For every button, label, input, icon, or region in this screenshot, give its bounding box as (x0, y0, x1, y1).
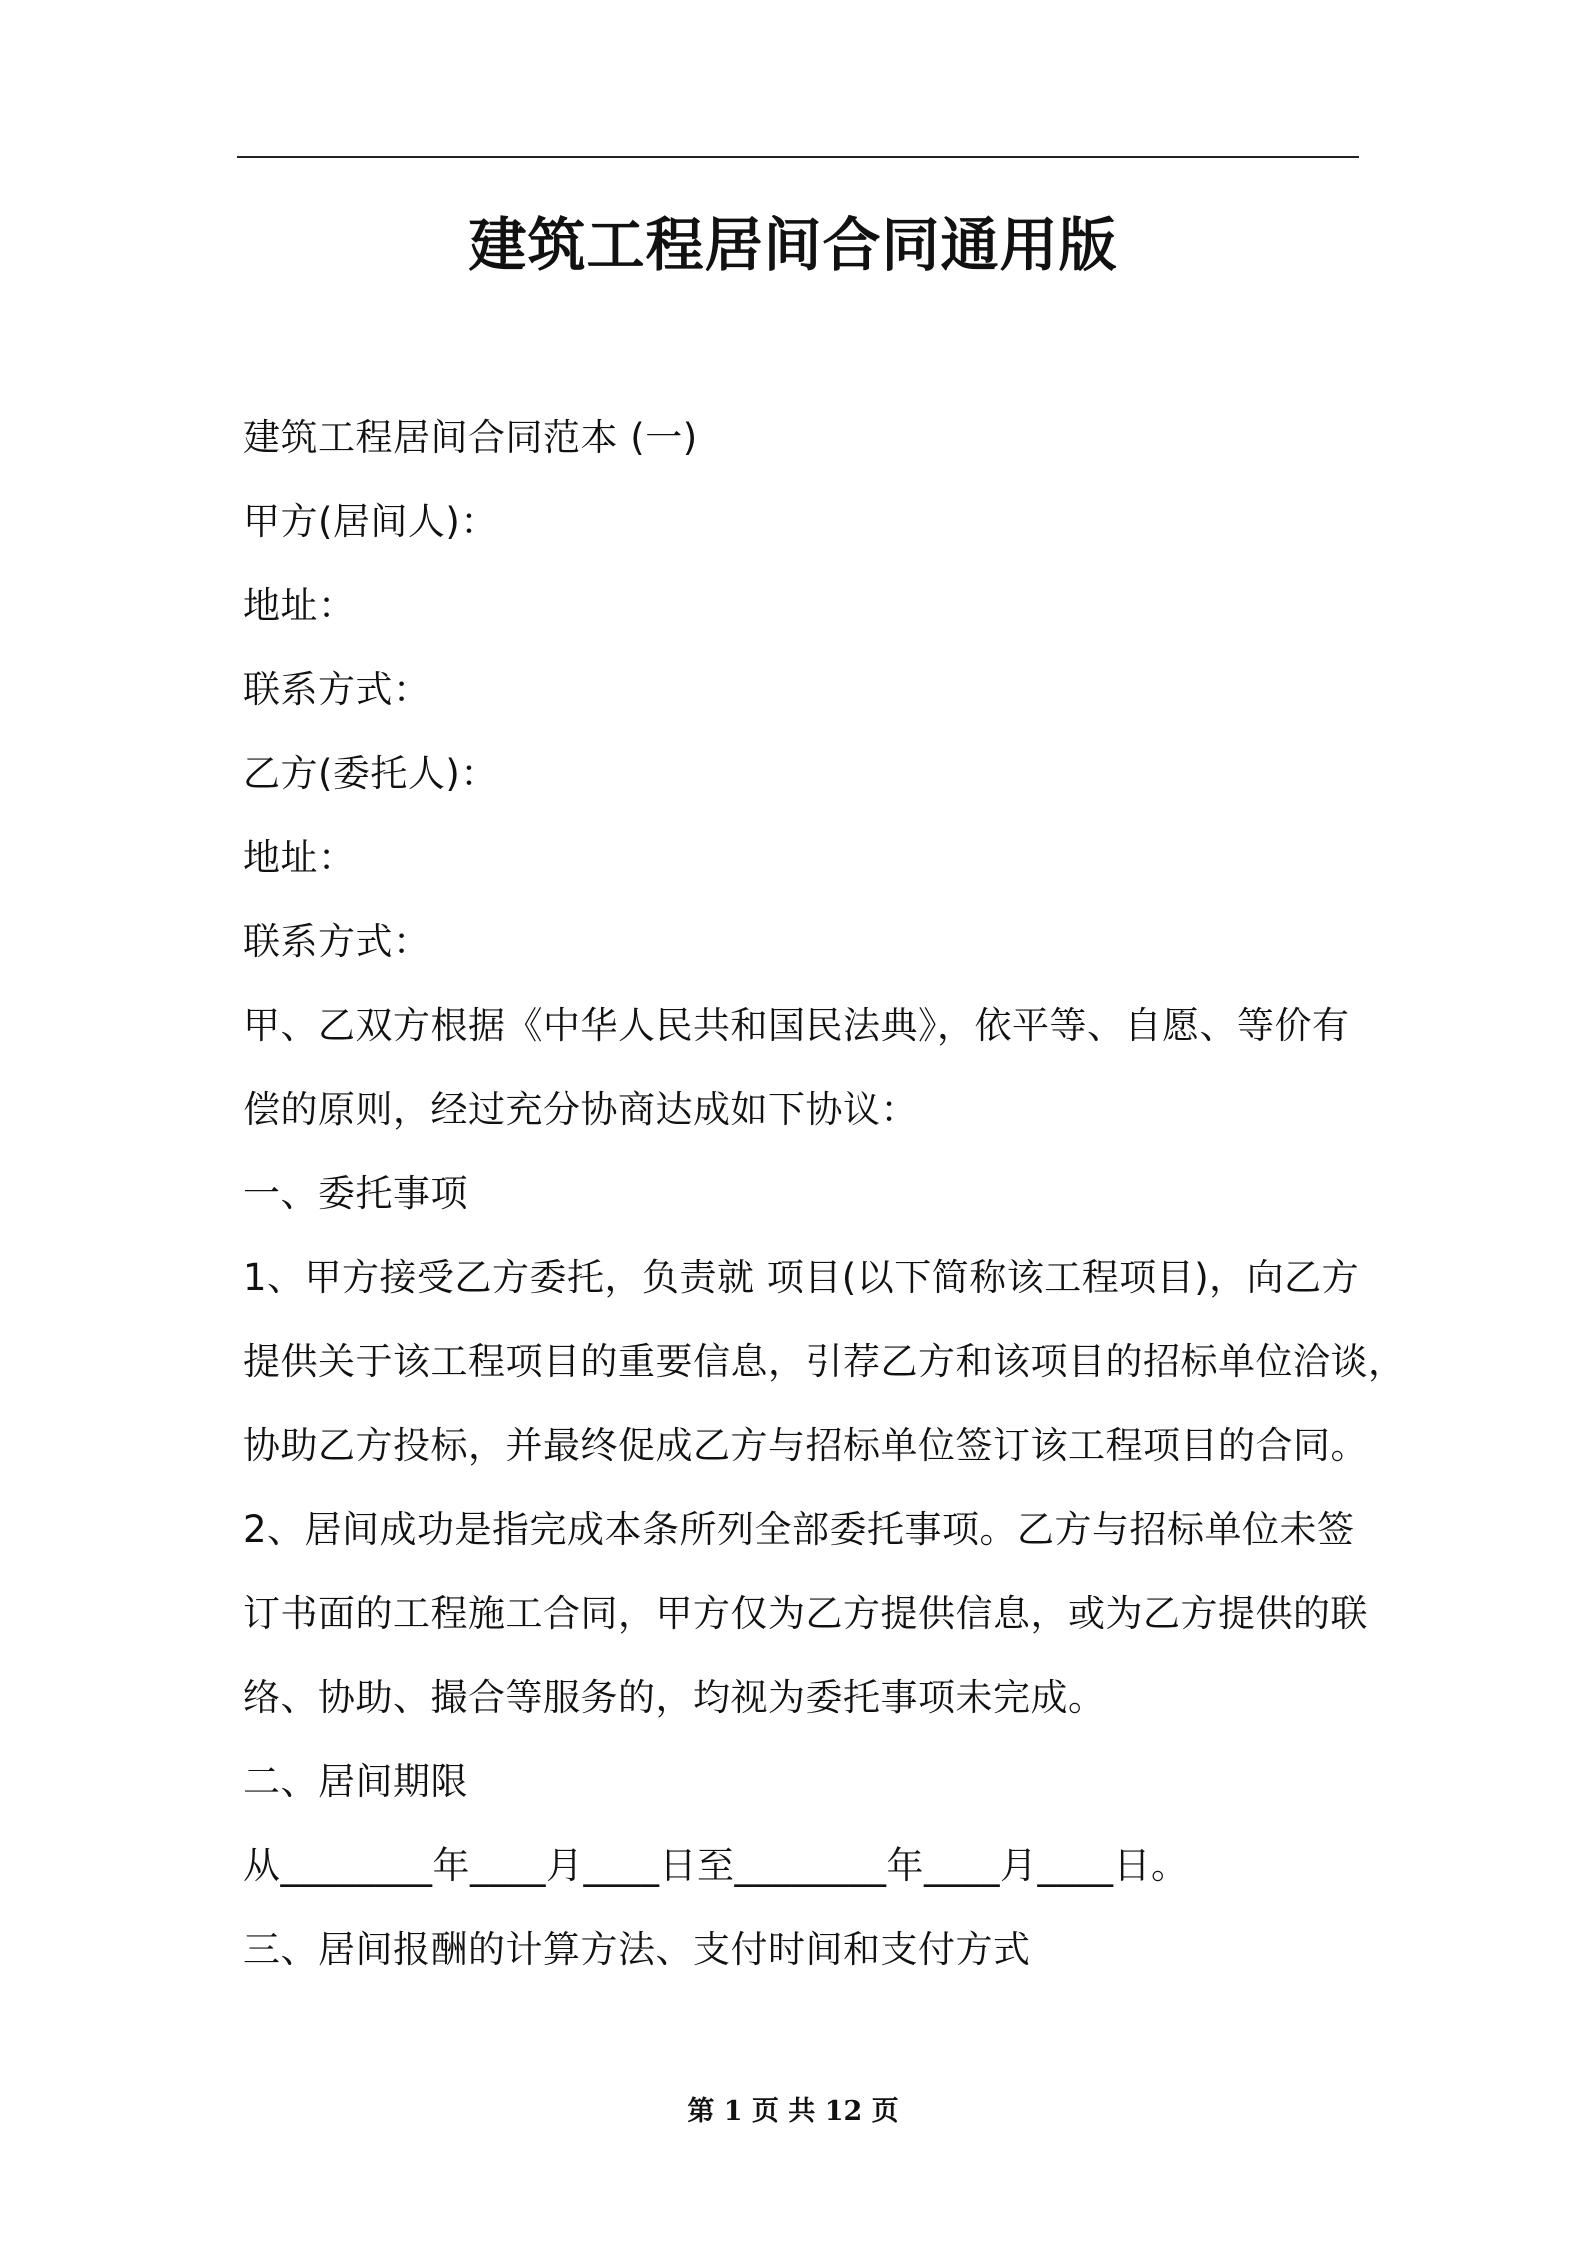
text-line: 1、甲方接受乙方委托，负责就 项目(以下简称该工程项目)，向乙方 (243, 1256, 1360, 1299)
section-heading: 二、居间期限 (243, 1760, 468, 1803)
section-heading: 一、委托事项 (243, 1172, 468, 1215)
text-line: 建筑工程居间合同范本 (一) (243, 416, 698, 459)
text-line: 络、协助、撮合等服务的，均视为委托事项未完成。 (243, 1676, 1106, 1719)
document-body (243, 396, 1406, 1992)
text-line: 地址： (243, 836, 356, 879)
text-line: 联系方式： (243, 920, 431, 963)
section-heading: 三、居间报酬的计算方法、支付时间和支付方式 (243, 1928, 1031, 1971)
document-title: 建筑工程居间合同通用版 (468, 211, 1118, 279)
text-line: 偿的原则，经过充分协商达成如下协议： (243, 1088, 918, 1131)
text-line: 协助乙方投标，并最终促成乙方与招标单位签订该工程项目的合同。 (243, 1424, 1368, 1467)
page-footer: 第 1 页 共 12 页 (687, 2096, 899, 2127)
text-line: 甲、乙双方根据《中华人民共和国民法典》，依平等、自愿、等价有 (243, 1004, 1350, 1047)
text-line: 2、居间成功是指完成本条所列全部委托事项。乙方与招标单位未签 (243, 1508, 1355, 1551)
text-line: 提供关于该工程项目的重要信息，引荐乙方和该项目的招标单位洽谈， (243, 1340, 1406, 1383)
text-line: 地址： (243, 584, 356, 627)
text-line: 订书面的工程施工合同，甲方仅为乙方提供信息，或为乙方提供的联 (243, 1592, 1368, 1635)
text-line: 从________年____月____日至________年____月____日。 (243, 1844, 1189, 1887)
text-line: 甲方(居间人)： (243, 500, 498, 543)
text-line: 联系方式： (243, 668, 431, 711)
header-rule (237, 156, 1359, 158)
text-line: 乙方(委托人)： (243, 752, 498, 795)
